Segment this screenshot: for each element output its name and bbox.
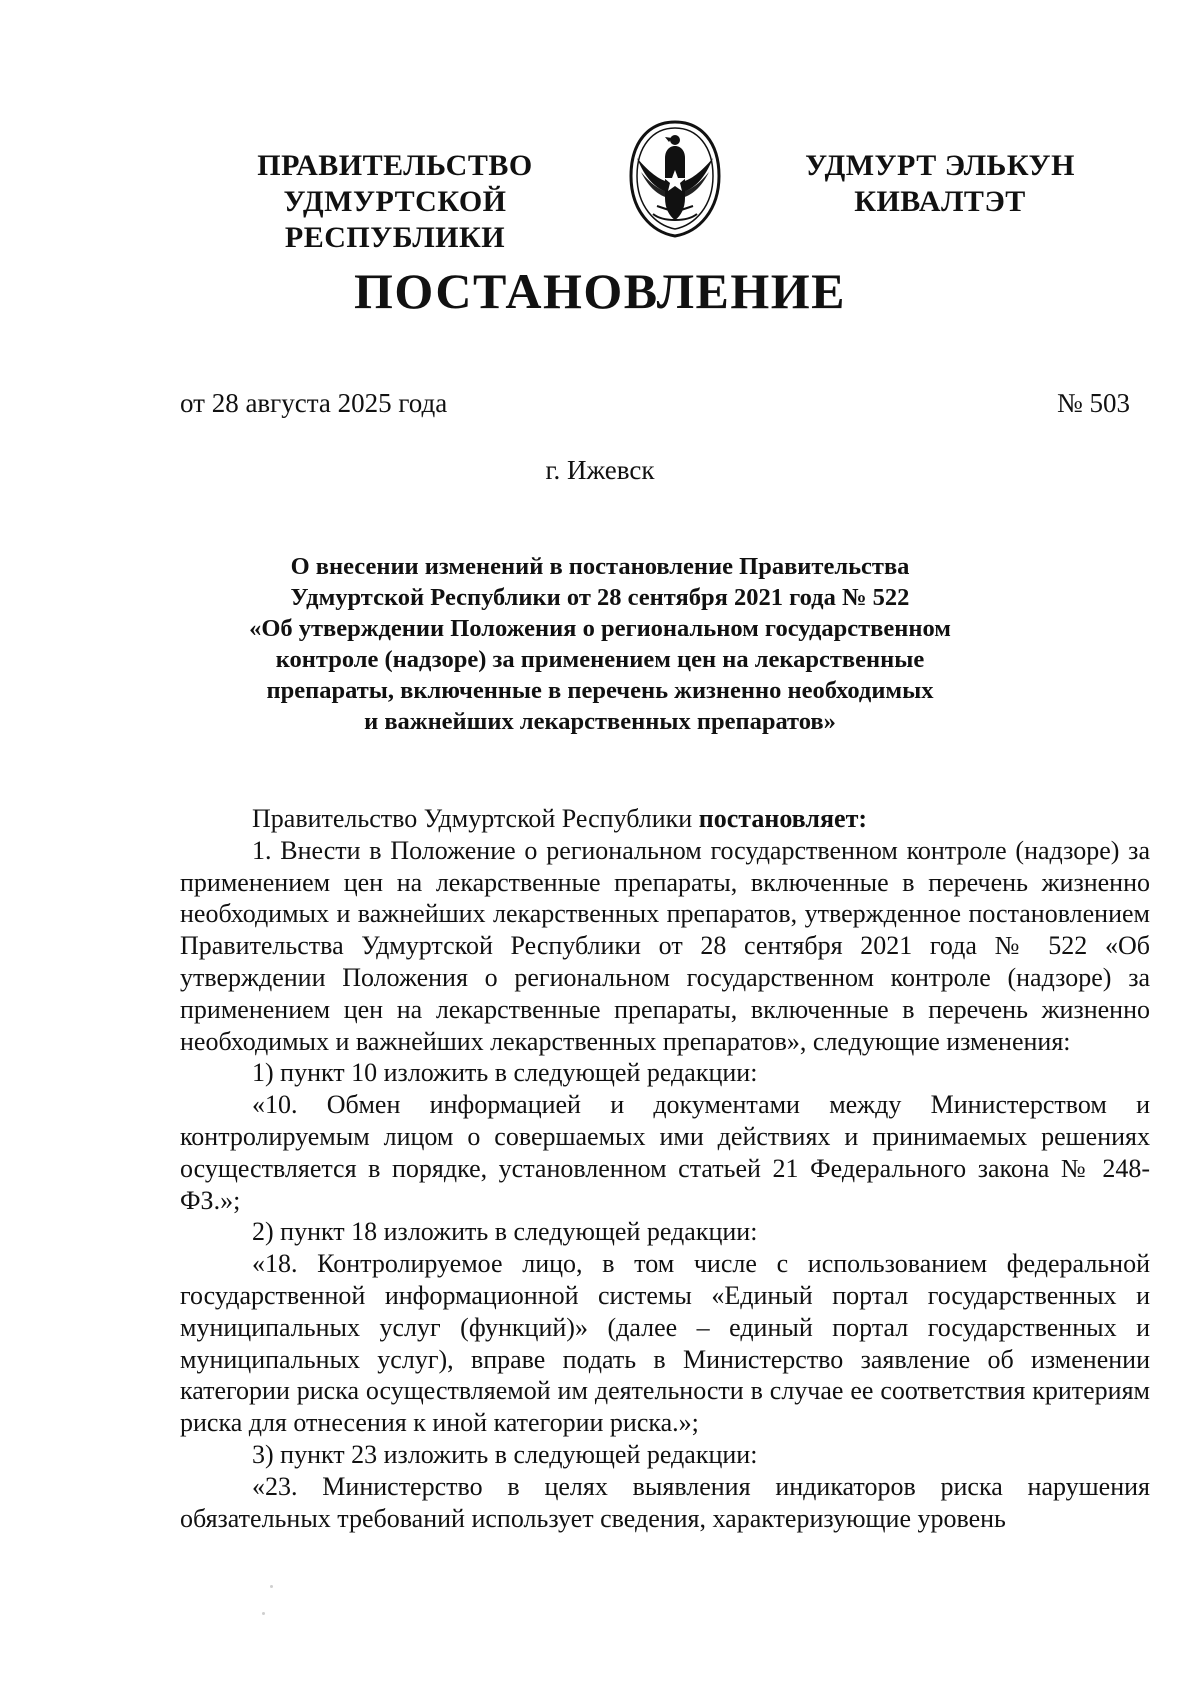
document-body xyxy=(180,803,1150,1534)
body-paragraph: 1. Внести в Положение о региональном государственном контроле (надзоре) за применением цен на лекарственные препараты, включенные в перечень жизненно необходимых и важнейших лекарственных препаратов, утвержденное постановлением Правительства Удмуртской Республики от 28 сентября 2021 года № 522 «Об утверждении Положения о региональном государственном контроле (надзоре) за применением цен на лекарственные препараты, включенные в перечень жизненно необходимых и важнейших лекарственных препаратов», следующие изменения: xyxy=(180,835,1150,1056)
title-line: контроле (надзоре) за применением цен на лекарственные xyxy=(275,646,925,673)
issuer-line-2: УДМУРТСКОЙ РЕСПУБЛИКИ xyxy=(283,185,507,254)
scan-artifact xyxy=(270,1585,273,1588)
body-paragraph: 1) пункт 10 изложить в следующей редакции: xyxy=(252,1058,758,1088)
title-line: и важнейших лекарственных препаратов» xyxy=(364,708,836,735)
title-line: Удмуртской Республики от 28 сентября 2021 года № 522 xyxy=(290,584,910,611)
preamble-paragraph xyxy=(180,803,1150,835)
document-city: г. Ижевск xyxy=(545,455,655,485)
issuer-line-1: ПРАВИТЕЛЬСТВО xyxy=(257,149,533,182)
preamble-resolves: постановляет: xyxy=(698,804,867,833)
issuer-udmurt-line-1: УДМУРТ ЭЛЬКУН xyxy=(805,149,1075,182)
body-paragraph: «18. Контролируемое лицо, в том числе с использованием федеральной государственной информационной системы «Единый портал государственных и муниципальных услуг (функций)» (далее – единый портал государственных и муниципальных услуг), вправе подать в Министерство заявление об изменении категории риска осуществляемой им деятельности в случае ее соответствия критериям риска для отнесения к иной категории риска.»; xyxy=(180,1249,1150,1438)
udmurt-coat-of-arms-icon xyxy=(625,118,725,240)
document-type-heading: ПОСТАНОВЛЕНИЕ xyxy=(354,263,846,319)
issuer-name-russian xyxy=(175,148,615,256)
issuer-udmurt-line-2: КИВАЛТЭТ xyxy=(854,185,1026,218)
scan-artifact xyxy=(262,1612,265,1615)
title-line: «Об утверждении Положения о региональном государственном xyxy=(249,615,951,642)
document-number: № 503 xyxy=(1056,388,1130,418)
body-paragraph: 2) пункт 18 изложить в следующей редакции: xyxy=(252,1217,758,1247)
preamble-text: Правительство Удмуртской Республики xyxy=(252,804,699,833)
body-paragraph: «23. Министерство в целях выявления индикаторов риска нарушения обязательных требований использует сведения, характеризующие уровень xyxy=(180,1471,1150,1533)
body-paragraph: «10. Обмен информацией и документами между Министерством и контролируемым лицом о совершаемых ими действиях и принимаемых решениях осуществляется в порядке, установленном статьей 21 Федерального закона № 248-ФЗ.»; xyxy=(180,1090,1150,1215)
document-title xyxy=(240,551,960,737)
body-paragraph: 3) пункт 23 изложить в следующей редакции: xyxy=(252,1439,758,1469)
title-line: О внесении изменений в постановление Правительства xyxy=(290,553,910,580)
title-line: препараты, включенные в перечень жизненно необходимых xyxy=(266,677,934,704)
document-date: от 28 августа 2025 года xyxy=(180,388,448,418)
issuer-name-udmurt xyxy=(770,148,1110,220)
